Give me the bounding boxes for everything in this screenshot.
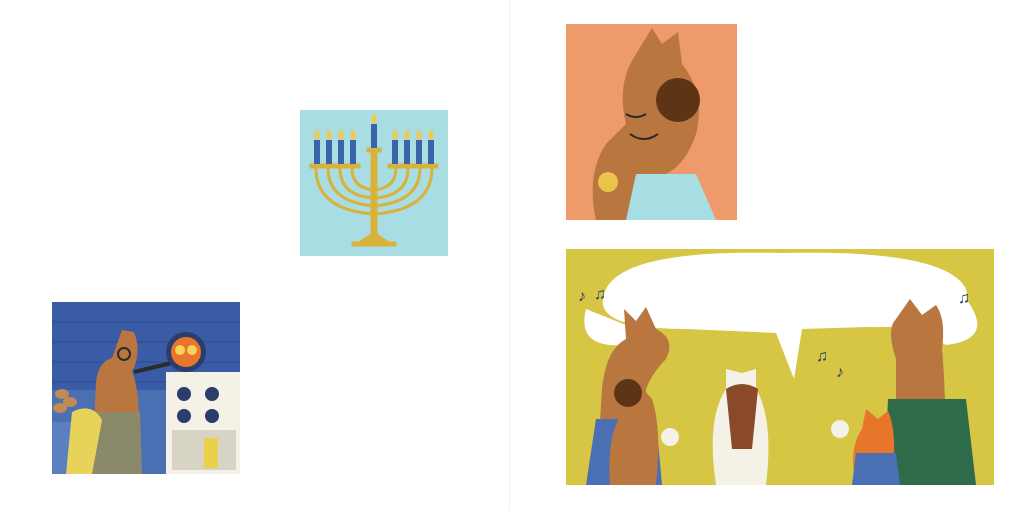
svg-text:♪: ♪ — [836, 364, 844, 381]
menorah-illustration — [300, 110, 448, 256]
menorah-icon — [300, 110, 448, 256]
svg-text:♪: ♪ — [578, 288, 586, 305]
svg-text:♫: ♫ — [816, 348, 828, 365]
kitchen-llama-illustration — [52, 302, 240, 474]
svg-text:♫: ♫ — [958, 290, 970, 307]
happy-llamakkah-illustration — [566, 249, 994, 485]
llama-eating-donut-illustration — [566, 24, 737, 220]
right-page — [510, 0, 1020, 510]
svg-text:♫: ♫ — [594, 286, 606, 303]
